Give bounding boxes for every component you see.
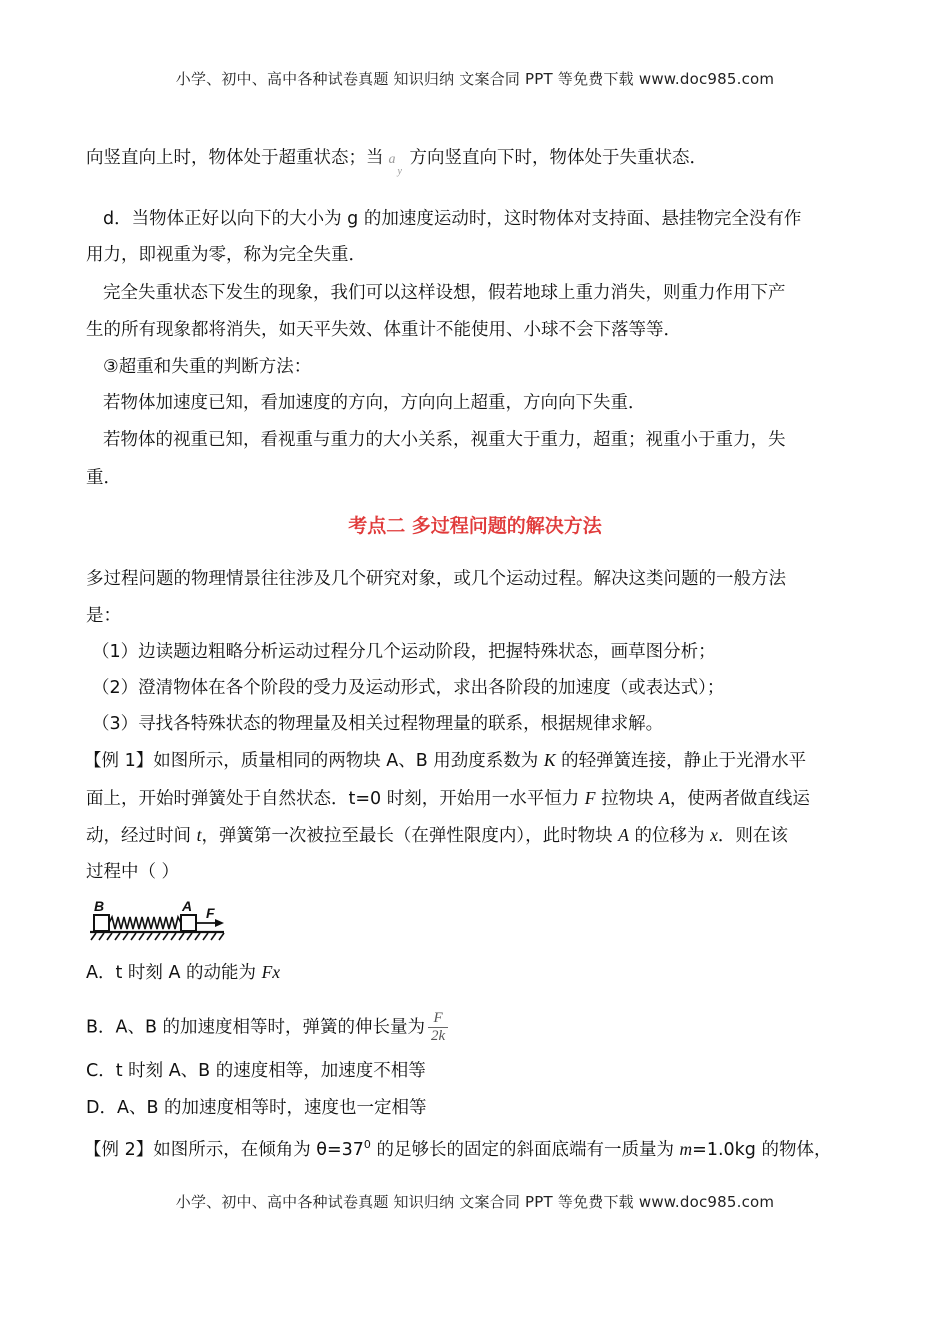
- text-line: 若物体的视重已知，看视重与重力的大小关系，视重大于重力，超重；视重小于重力，失: [103, 430, 786, 450]
- symbol-a: a: [388, 152, 396, 167]
- superscript: 0: [363, 1138, 371, 1151]
- fraction-numerator: F: [433, 1010, 443, 1026]
- text-line: 若物体加速度已知，看加速度的方向，方向向上超重，方向向下失重．: [103, 393, 646, 413]
- var-x: x: [710, 825, 718, 845]
- force-arrow-head: [215, 919, 224, 927]
- example-1-line: [84, 748, 806, 773]
- text-line: d．当物体正好以向下的大小为 g 的加速度运动时，这时物体对支持面、悬挂物完全没有作: [103, 209, 802, 229]
- text-segment: ，弹簧第一次被拉至最长（在弹性限度内），此时物块: [201, 826, 619, 846]
- var-a: A: [618, 825, 629, 845]
- page-footer: 小学、初中、高中各种试卷真题 知识归纳 文案合同 PPT 等免费下载 www.doc985.com: [175, 1193, 775, 1211]
- text-segment: ．则在该: [717, 826, 788, 846]
- option-a: [86, 960, 280, 985]
- label-b: B: [94, 898, 105, 914]
- text-segment: 的足够长的固定的斜面底端有一质量为: [370, 1139, 680, 1160]
- var-t: t: [196, 825, 202, 845]
- spring: [109, 917, 181, 929]
- ground: [90, 932, 224, 940]
- spring-blocks-figure: [88, 896, 228, 942]
- text-line: 完全失重状态下发生的现象，我们可以这样设想，假若地球上重力消失，则重力作用下产: [103, 283, 786, 303]
- block-b: [94, 915, 109, 931]
- example-2-line: [84, 1133, 831, 1162]
- symbol-a-y: [388, 146, 406, 177]
- text-segment: 方向竖直向下时，物体处于失重状态．: [409, 148, 707, 168]
- example-1-line: [86, 823, 788, 848]
- block-a: [181, 915, 196, 931]
- fraction-f-over-2k: [428, 1010, 448, 1045]
- option-d: D．A、B 的加速度相等时，速度也一定相等: [86, 1098, 427, 1118]
- var-a: A: [659, 788, 670, 808]
- section-title: 考点二 多过程问题的解决方法: [348, 515, 602, 537]
- text-line: 重．: [86, 468, 121, 488]
- text-segment: B．A、B 的加速度相等时，弹簧的伸长量为: [86, 1017, 426, 1038]
- text-line: 生的所有现象都将消失，如天平失效、体重计不能使用、小球不会下落等等．: [86, 320, 681, 340]
- text-segment: 的位移为: [628, 826, 711, 846]
- text-segment: 面上，开始时弹簧处于自然状态．t=0 时刻，开始用一水平恒力: [86, 789, 585, 809]
- text-segment: A．t 时刻 A 的动能为: [86, 963, 262, 983]
- text-line: 多过程问题的物理情景往往涉及几个研究对象，或几个运动过程。解决这类问题的一般方法: [86, 569, 786, 589]
- text-segment: 向竖直向上时，物体处于超重状态；当: [86, 148, 384, 168]
- symbol-y: y: [397, 166, 402, 177]
- text-segment: 拉物块: [595, 789, 660, 809]
- option-c: C．t 时刻 A、B 的速度相等，加速度不相等: [86, 1061, 426, 1081]
- fraction-denominator: 2k: [431, 1028, 446, 1044]
- text-segment: =1.0kg 的物体，: [692, 1139, 832, 1160]
- option-b: [86, 1010, 448, 1045]
- step-item: （1）边读题边粗略分析运动过程分几个运动阶段，把握特殊状态，画草图分析；: [92, 642, 716, 662]
- text-line: ③超重和失重的判断方法：: [103, 357, 312, 377]
- example-1-line: 过程中（ ）: [86, 862, 180, 882]
- text-segment: ，使两者做直线运: [669, 789, 810, 809]
- label-a: A: [182, 898, 193, 914]
- text-segment: 动，经过时间: [86, 826, 197, 846]
- step-item: （2）澄清物体在各个阶段的受力及运动形式，求出各阶段的加速度（或表达式）；: [92, 678, 725, 698]
- text-segment: 【例 1】如图所示，质量相同的两物块 A、B 用劲度系数为: [84, 751, 544, 771]
- example-1-line: [86, 786, 810, 811]
- step-item: （3）寻找各特殊状态的物理量及相关过程物理量的联系，根据规律求解。: [92, 714, 664, 734]
- var-f: F: [584, 788, 596, 808]
- label-f: F: [206, 905, 215, 921]
- var-k: K: [543, 750, 556, 770]
- text-segment: 【例 2】如图所示，在倾角为 θ=37: [84, 1139, 364, 1160]
- expr-fx: Fx: [261, 962, 281, 982]
- var-m: m: [679, 1138, 693, 1159]
- text-segment: 的轻弹簧连接，静止于光滑水平: [555, 751, 807, 771]
- text-line: 用力，即视重为零，称为完全失重．: [86, 245, 366, 265]
- page-header: 小学、初中、高中各种试卷真题 知识归纳 文案合同 PPT 等免费下载 www.doc985.com: [175, 70, 775, 88]
- text-line: 是：: [86, 606, 121, 626]
- text-line: [86, 146, 707, 177]
